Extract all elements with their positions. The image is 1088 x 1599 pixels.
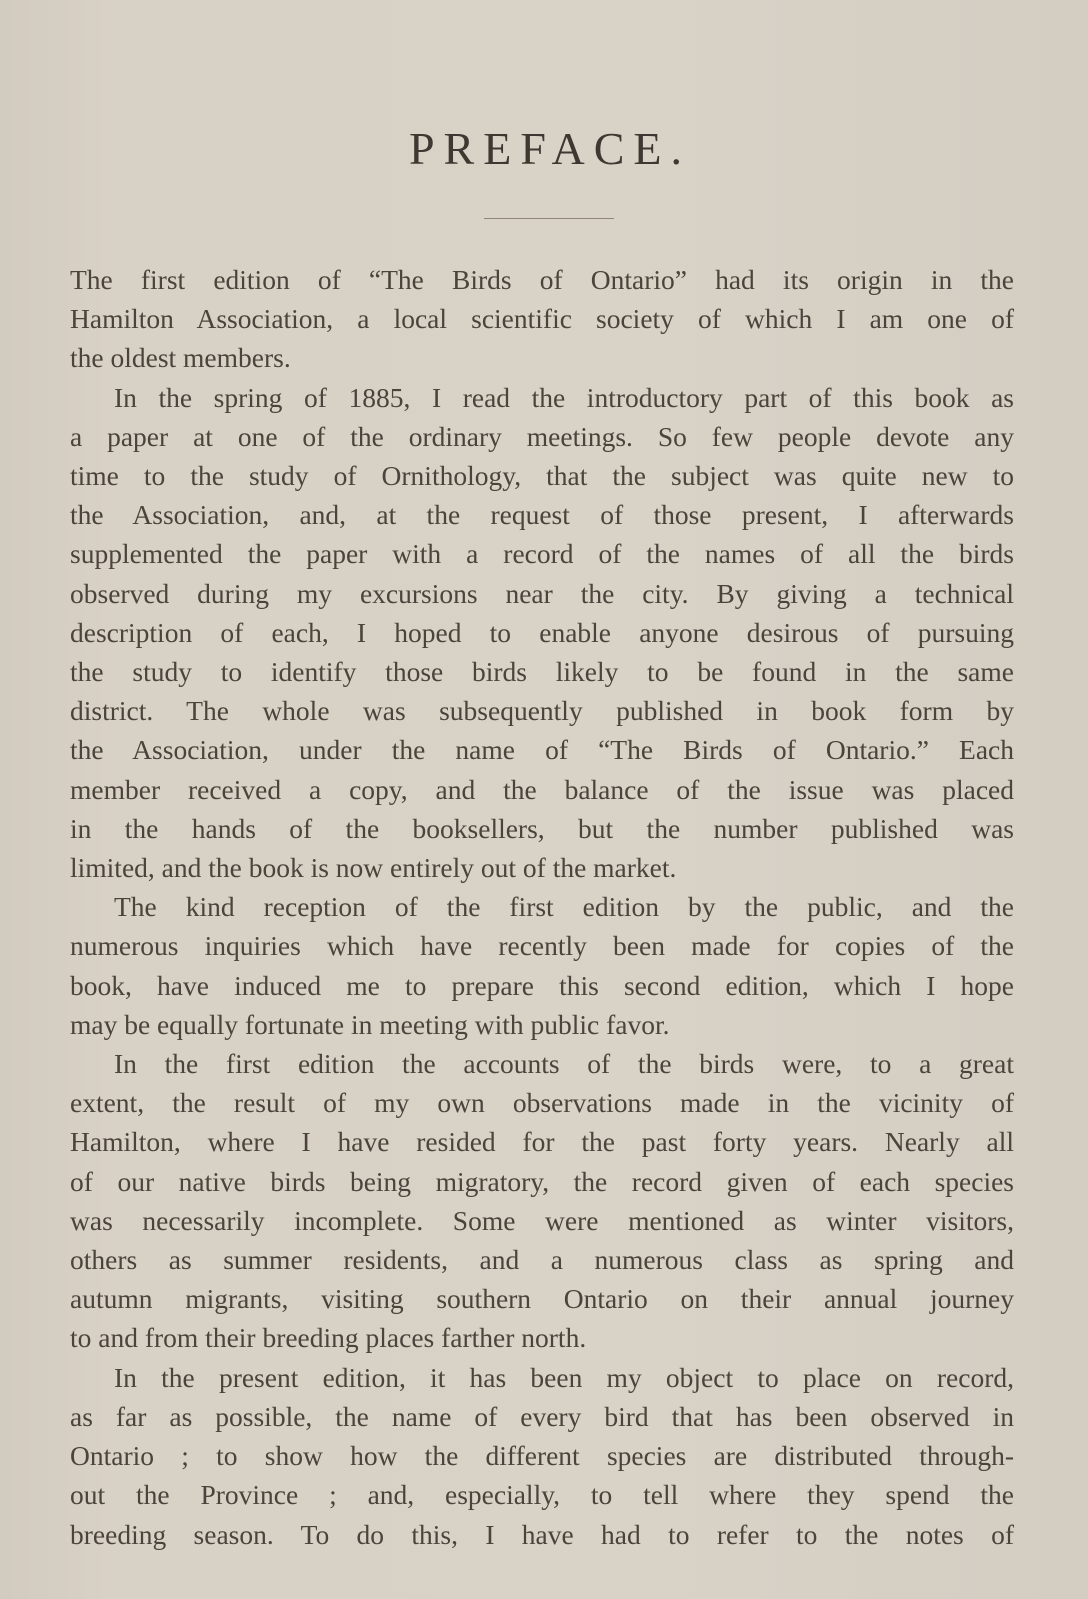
text-line: Ontario ; to show how the different species are distributed through- xyxy=(70,1440,1014,1472)
title-rule xyxy=(484,218,614,219)
text-line: to and from their breeding places farther north. xyxy=(70,1322,587,1354)
text-line: limited, and the book is now entirely out of the market. xyxy=(70,852,677,884)
text-line: autumn migrants, visiting southern Ontario on their annual journey xyxy=(70,1283,1014,1315)
text-line: the oldest members. xyxy=(70,342,291,374)
text-line: the Association, and, at the request of those present, I afterwards xyxy=(70,499,1014,531)
text-line: as far as possible, the name of every bird that has been observed in xyxy=(70,1400,1014,1432)
text-line: The kind reception of the first edition by the public, and the xyxy=(114,891,1014,923)
text-line: The first edition of “The Birds of Ontario” had its origin in the xyxy=(70,264,1014,295)
text-line: supplemented the paper with a record of the names of all the birds xyxy=(70,538,1014,570)
text-line: the Association, under the name of “The Birds of Ontario.” Each xyxy=(70,734,1014,766)
page-title: PREFACE. xyxy=(408,123,692,174)
text-line: description of each, I hoped to enable anyone desirous of pursuing xyxy=(70,616,1014,648)
text-line: of our native birds being migratory, the record given of each species xyxy=(70,1165,1014,1197)
text-line: in the hands of the booksellers, but the number published was xyxy=(70,812,1014,844)
text-line: time to the study of Ornithology, that the subject was quite new to xyxy=(70,460,1014,492)
text-line: In the present edition, it has been my object to place on record, xyxy=(114,1361,1014,1393)
text-line: In the spring of 1885, I read the introductory part of this book as xyxy=(114,381,1014,413)
text-line: member received a copy, and the balance of the issue was placed xyxy=(70,773,1014,805)
text-line: was necessarily incomplete. Some were mentioned as winter visitors, xyxy=(70,1204,1014,1236)
text-line: In the first edition the accounts of the birds were, to a great xyxy=(114,1048,1014,1080)
text-line: breeding season. To do this, I have had to refer to the notes of xyxy=(70,1518,1014,1550)
text-line: out the Province ; and, especially, to tell where they spend the xyxy=(70,1479,1014,1511)
text-line: the study to identify those birds likely to be found in the same xyxy=(70,656,1014,688)
text-line: Hamilton, where I have resided for the past forty years. Nearly all xyxy=(70,1126,1014,1158)
text-line: may be equally fortunate in meeting with public favor. xyxy=(70,1008,670,1040)
text-line: a paper at one of the ordinary meetings. So few people devote any xyxy=(70,420,1014,452)
preface-text xyxy=(70,260,1014,1554)
text-line: others as summer residents, and a numerous class as spring and xyxy=(70,1244,1014,1276)
text-line: district. The whole was subsequently published in book form by xyxy=(70,695,1014,727)
text-line: numerous inquiries which have recently been made for copies of the xyxy=(70,930,1014,962)
text-line: book, have induced me to prepare this second edition, which I hope xyxy=(70,969,1014,1001)
text-line: observed during my excursions near the city. By giving a technical xyxy=(70,577,1014,609)
text-line: extent, the result of my own observations made in the vicinity of xyxy=(70,1087,1014,1119)
text-line: Hamilton Association, a local scientific society of which I am one of xyxy=(70,303,1014,335)
